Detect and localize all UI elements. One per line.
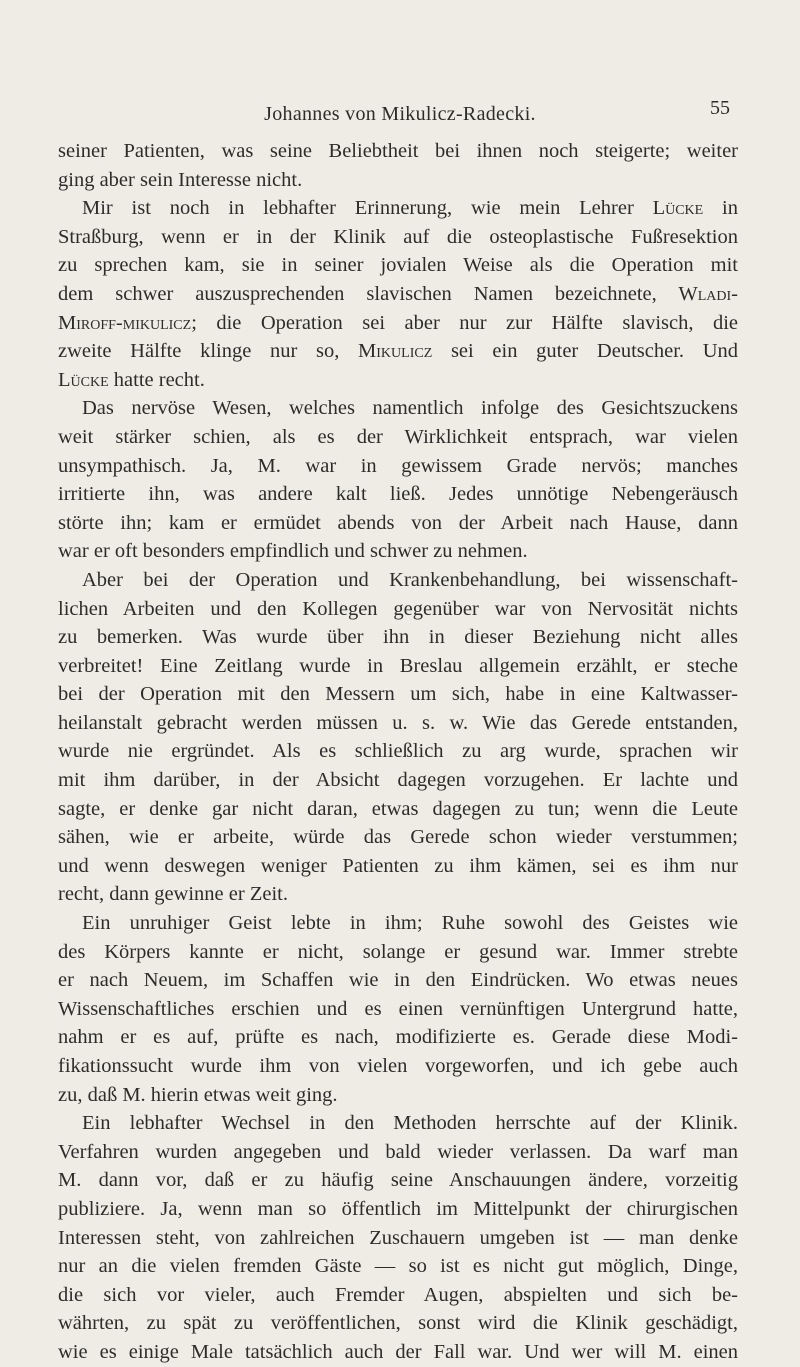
text-line: zu, daß M. hierin etwas weit ging. xyxy=(58,1083,338,1106)
text-line: Ein unruhiger Geist lebte in ihm; Ruhe sowohl des Geistes wie xyxy=(82,912,738,935)
text-line: Miroff-mikulicz; die Operation sei aber nur zur Hälfte slavisch, die xyxy=(58,311,738,334)
text-line: fikationssucht wurde ihm von vielen vorgeworfen, und ich gebe auch xyxy=(58,1055,738,1077)
text-line: nahm er es auf, prüfte es nach, modifizierte es. Gerade diese Modi- xyxy=(58,1026,738,1049)
text-line: Straßburg, wenn er in der Klinik auf die osteoplastische Fußresektion xyxy=(58,225,738,248)
text-line: M. dann vor, daß er zu häufig seine Anschauungen ändere, vorzeitig xyxy=(58,1169,738,1192)
text-line: recht, dann gewinne er Zeit. xyxy=(58,883,288,906)
text-line: Das nervöse Wesen, welches namentlich infolge des Gesichtszuckens xyxy=(82,397,738,420)
text-line: Lücke hatte recht. xyxy=(58,368,205,391)
text-line: wie es einige Male tatsächlich auch der Fall war. Und wer will M. einen xyxy=(58,1340,738,1363)
text-line: war er oft besonders empfindlich und schwer zu nehmen. xyxy=(58,540,528,563)
running-title: Johannes von Mikulicz-Radecki. xyxy=(264,103,536,125)
text-line: lichen Arbeiten und den Kollegen gegenüber war von Nervosität nichts xyxy=(58,597,738,620)
text-line: und wenn deswegen weniger Patienten zu ihm kämen, sei es ihm nur xyxy=(58,854,738,877)
text-line: störte ihn; kam er ermüdet abends von der Arbeit nach Hause, dann xyxy=(58,511,738,534)
text-line: Aber bei der Operation und Krankenbehandlung, bei wissenschaft- xyxy=(82,568,738,591)
text-line: Interessen steht, von zahlreichen Zuschauern umgeben ist — man denke xyxy=(58,1226,738,1249)
text-line: er nach Neuem, im Schaffen wie in den Eindrücken. Wo etwas neues xyxy=(58,969,738,992)
text-line: zu bemerken. Was wurde über ihn in dieser Beziehung nicht alles xyxy=(58,626,738,649)
text-line: publiziere. Ja, wenn man so öffentlich im Mittelpunkt der chirurgischen xyxy=(58,1197,738,1220)
text-line: sagte, er denke gar nicht daran, etwas dagegen zu tun; wenn die Leute xyxy=(58,797,738,820)
text-line: zu sprechen kam, sie in seiner jovialen Weise als die Operation mit xyxy=(58,254,738,277)
page-number: 55 xyxy=(710,97,730,119)
text-line: heilanstalt gebracht werden müssen u. s. w. Wie das Gerede entstanden, xyxy=(58,711,738,734)
text-line: sähen, wie er arbeite, würde das Gerede schon wieder verstummen; xyxy=(58,826,738,849)
text-line: irritierte ihn, was andere kalt ließ. Jedes unnötige Nebengeräusch xyxy=(58,483,738,506)
text-line: unsympathisch. Ja, M. war in gewissem Grade nervös; manches xyxy=(58,454,738,477)
text-line: Verfahren wurden angegeben und bald wieder verlassen. Da warf man xyxy=(58,1140,738,1163)
text-line: nur an die vielen fremden Gäste — so ist es nicht gut möglich, Dinge, xyxy=(58,1255,738,1278)
text-line: Ein lebhafter Wechsel in den Methoden herrschte auf der Klinik. xyxy=(82,1112,738,1135)
text-line: mit ihm darüber, in der Absicht dagegen vorzugehen. Er lachte und xyxy=(58,769,738,792)
text-line: des Körpers kannte er nicht, solange er gesund war. Immer strebte xyxy=(58,940,738,963)
text-line: Wissenschaftliches erschien und es einen vernünftigen Untergrund hatte, xyxy=(58,997,738,1020)
running-head xyxy=(0,97,800,131)
text-line: ging aber sein Interesse nicht. xyxy=(58,168,303,191)
text-line: währten, zu spät zu veröffentlichen, sonst wird die Klinik geschädigt, xyxy=(58,1312,738,1335)
body-text xyxy=(58,137,738,1367)
text-line: zweite Hälfte klinge nur so, Mikulicz sei ein guter Deutscher. Und xyxy=(58,340,739,363)
text-line: die sich vor vieler, auch Fremder Augen, abspielten und sich be- xyxy=(58,1283,738,1306)
text-line: bei der Operation mit den Messern um sich, habe in eine Kaltwasser- xyxy=(58,683,738,706)
text-line: verbreitet! Eine Zeitlang wurde in Breslau allgemein erzählt, er steche xyxy=(58,654,738,677)
text-line: Mir ist noch in lebhafter Erinnerung, wie mein Lehrer Lücke in xyxy=(82,197,738,220)
text-line: dem schwer auszusprechenden slavischen Namen bezeichnete, Wladi- xyxy=(58,282,738,305)
text-line: seiner Patienten, was seine Beliebtheit bei ihnen noch steigerte; weiter xyxy=(58,140,738,162)
text-line: weit stärker schien, als es der Wirklichkeit entsprach, war vielen xyxy=(58,425,738,448)
text-line: wurde nie ergründet. Als es schließlich zu arg wurde, sprachen wir xyxy=(58,740,738,763)
